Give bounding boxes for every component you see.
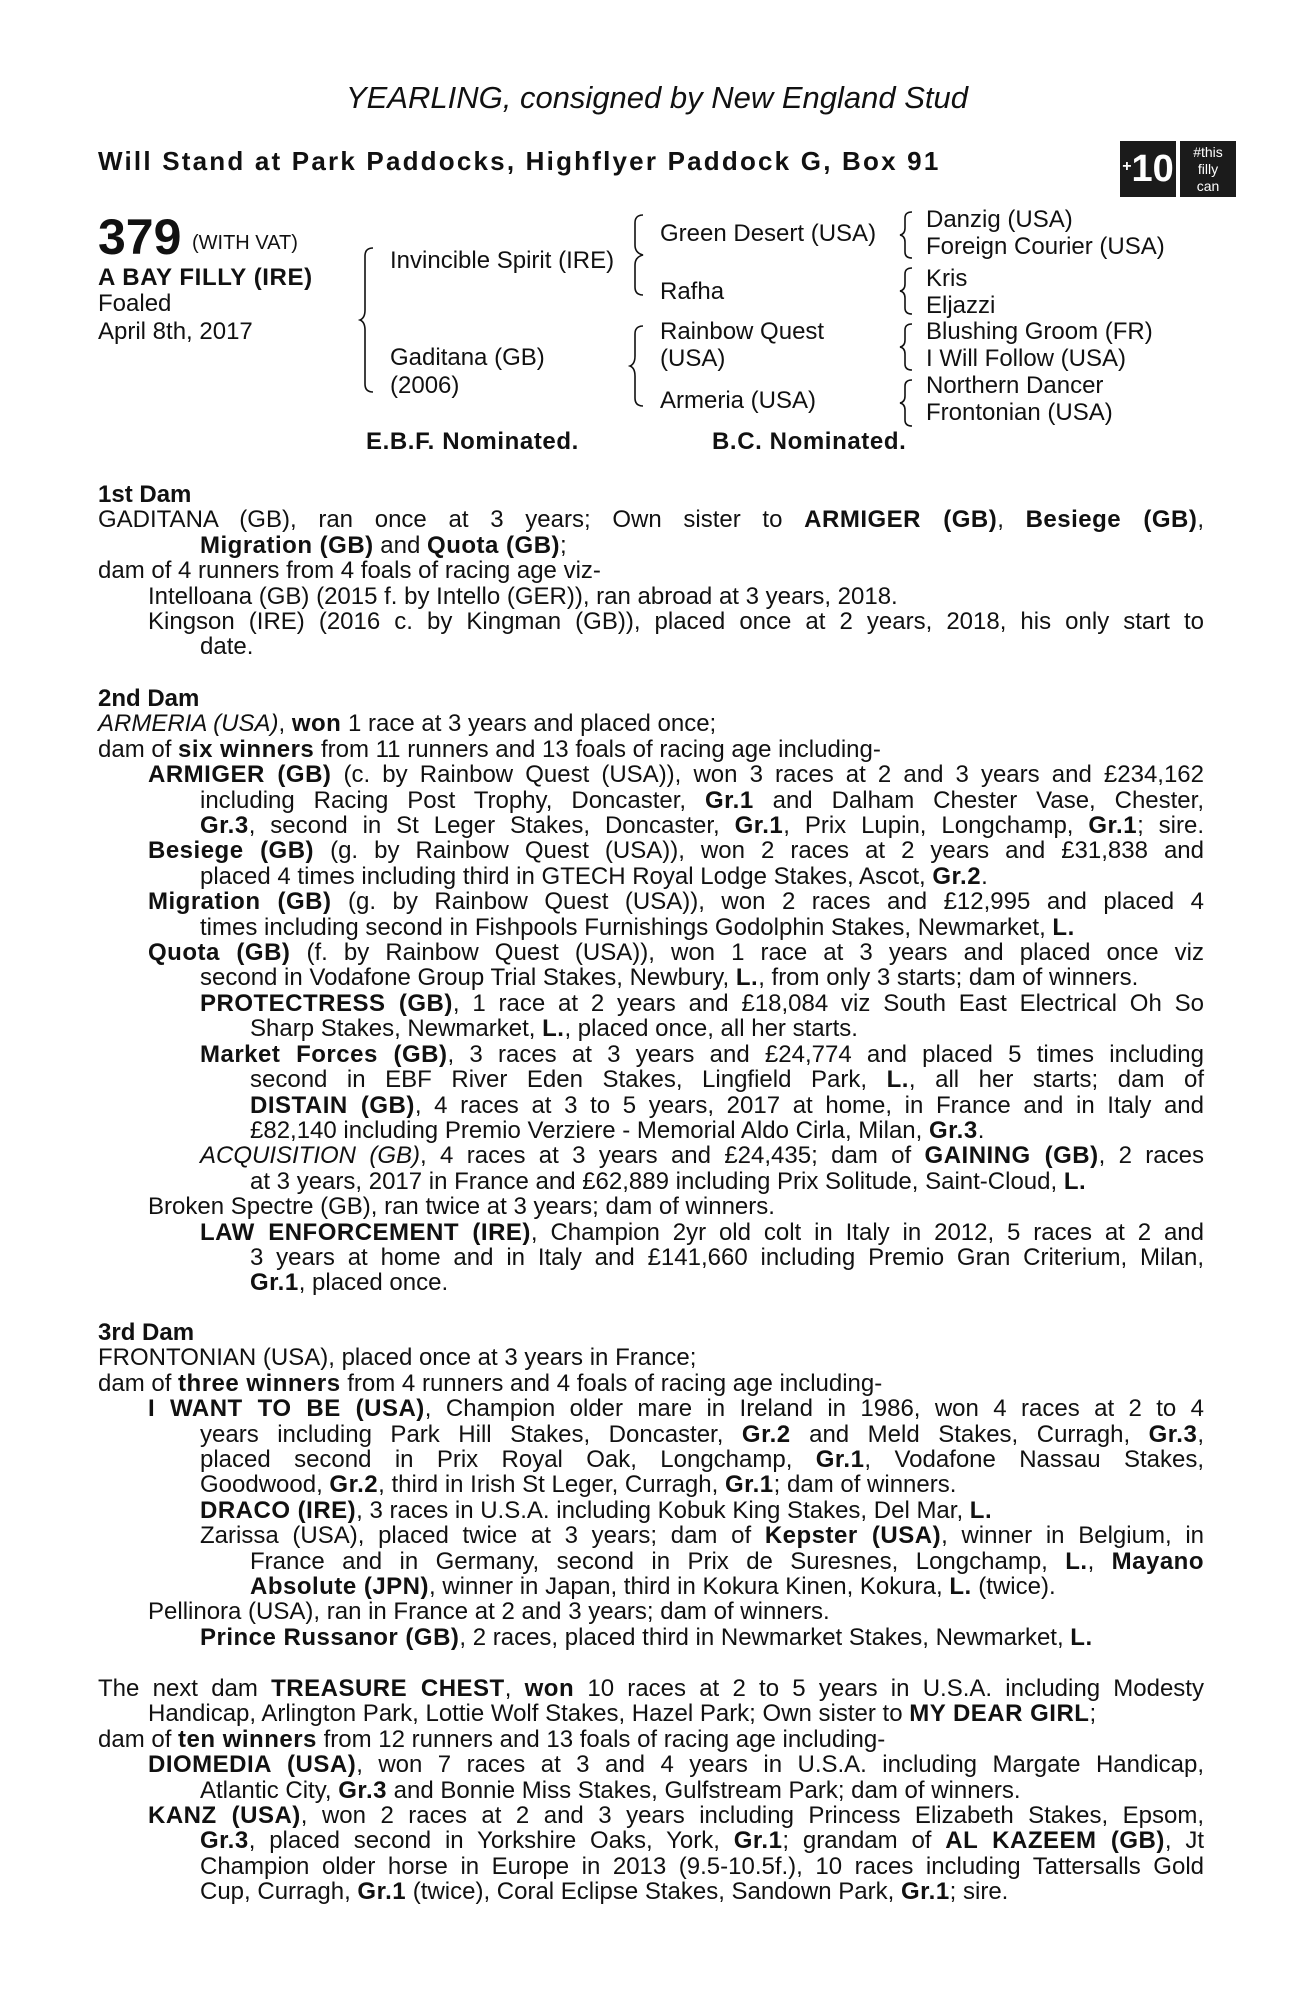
ebf-nominated: E.B.F. Nominated.: [366, 428, 579, 455]
pedigree-sire: Invincible Spirit (IRE): [390, 247, 615, 274]
produce-entry: I WANT TO BE (USA), Champion older mare in Ireland in 1986, won 4 races at 2 to 4: [148, 1395, 1204, 1423]
produce-entry-cont: including Racing Post Trophy, Doncaster, Gr.1 and Dalham Chester Vase, Chester,: [200, 786, 1204, 814]
produce-entry: Prince Russanor (GB), 2 races, placed third in Newmarket Stakes, Newmarket, L.: [200, 1623, 1093, 1651]
second-dam-heading: 2nd Dam: [98, 685, 200, 712]
logo-can: can: [1196, 178, 1220, 194]
produce-entry: Pellinora (USA), ran in France at 2 and 3 years; dam of winners.: [148, 1598, 830, 1626]
second-dam-line: dam of six winners from 11 runners and 13 foals of racing age including-: [98, 735, 881, 763]
produce-entry: DRACO (IRE), 3 races in U.S.A. including Kobuk King Stakes, Del Mar, L.: [200, 1496, 993, 1524]
first-dam-line: GADITANA (GB), ran once at 3 years; Own sister to ARMIGER (GB), Besiege (GB),: [98, 506, 1205, 534]
produce-entry: Market Forces (GB), 3 races at 3 years and £24,774 and placed 5 times including: [200, 1040, 1204, 1068]
produce-entry-cont: date.: [200, 633, 254, 661]
produce-entry: PROTECTRESS (GB), 1 race at 2 years and £18,084 viz South East Electrical Oh So: [200, 989, 1204, 1017]
foaled-label: Foaled: [98, 290, 172, 317]
pedigree-dam-year: (2006): [390, 372, 460, 399]
produce-entry-cont: placed second in Prix Royal Oak, Longchamp, Gr.1, Vodafone Nassau Stakes,: [200, 1446, 1204, 1474]
third-dam-line: FRONTONIAN (USA), placed once at 3 years in France;: [98, 1344, 697, 1372]
produce-entry: LAW ENFORCEMENT (IRE), Champion 2yr old colt in Italy in 2012, 5 races at 2 and: [200, 1218, 1204, 1246]
pedigree-gen3-5: Blushing Groom (FR): [926, 318, 1153, 345]
pedigree-gen3-7: Northern Dancer: [926, 372, 1104, 399]
produce-entry: Migration (GB) (g. by Rainbow Quest (USA)), won 2 races and £12,995 and placed 4: [148, 888, 1205, 916]
pedigree-sire-sire: Green Desert (USA): [660, 220, 877, 247]
pedigree-dam-sire-1: Rainbow Quest: [660, 318, 825, 345]
first-dam-line: Migration (GB) and Quota (GB);: [200, 531, 567, 559]
produce-entry: ARMIGER (GB) (c. by Rainbow Quest (USA)), won 3 races at 2 and 3 years and £234,162: [148, 761, 1204, 789]
pedigree-gen3-8: Frontonian (USA): [926, 399, 1113, 426]
pedigree-bracket-dd: [900, 380, 916, 426]
produce-entry-cont: Cup, Curragh, Gr.1 (twice), Coral Eclipse Stakes, Sandown Park, Gr.1; sire.: [200, 1878, 1009, 1906]
produce-entry-cont: years including Park Hill Stakes, Doncaster, Gr.2 and Meld Stakes, Curragh, Gr.3,: [200, 1420, 1204, 1448]
produce-entry-cont: Goodwood, Gr.2, third in Irish St Leger, Curragh, Gr.1; dam of winners.: [200, 1471, 957, 1499]
next-dam-section: [98, 1676, 1204, 1905]
next-dam-line: Handicap, Arlington Park, Lottie Wolf Stakes, Hazel Park; Own sister to MY DEAR GIRL;: [148, 1700, 1097, 1728]
produce-entry-cont: Gr.1, placed once.: [250, 1269, 449, 1297]
produce-entry-cont: second in Vodafone Group Trial Stakes, Newbury, L., from only 3 starts; dam of winners.: [200, 964, 1139, 992]
pedigree-bracket-ss: [900, 212, 916, 258]
produce-entry: Intelloana (GB) (2015 f. by Intello (GER)), ran abroad at 3 years, 2018.: [148, 582, 898, 610]
logo-hashtag: #this: [1193, 144, 1223, 160]
lot-number: 379: [98, 209, 182, 265]
pedigree-gen3-6: I Will Follow (USA): [926, 345, 1127, 372]
pedigree-gen3-3: Kris: [926, 265, 968, 292]
produce-entry-cont: Sharp Stakes, Newmarket, L., placed once, all her starts.: [250, 1015, 858, 1043]
pedigree-gen3-1: Danzig (USA): [926, 206, 1073, 233]
this-filly-can-logo: [1180, 141, 1236, 197]
pedigree-bracket-dam: [630, 326, 650, 406]
produce-entry: DISTAIN (GB), 4 races at 3 to 5 years, 2017 at home, in France and in Italy and: [250, 1091, 1204, 1119]
pedigree-dam-dam: Armeria (USA): [660, 387, 817, 414]
produce-entry-cont: Gr.3, second in St Leger Stakes, Doncaster, Gr.1, Prix Lupin, Longchamp, Gr.1; sire.: [200, 812, 1204, 840]
pedigree-gen3-4: Eljazzi: [926, 292, 996, 319]
first-dam-heading: 1st Dam: [98, 481, 192, 508]
produce-entry: Kingson (IRE) (2016 c. by Kingman (GB)), placed once at 2 years, 2018, his only start to: [148, 608, 1204, 636]
produce-entry-cont: at 3 years, 2017 in France and £62,889 including Prix Solitude, Saint-Cloud, L.: [250, 1167, 1087, 1195]
produce-entry-cont: France and in Germany, second in Prix de Suresnes, Longchamp, L., Mayano: [250, 1547, 1204, 1575]
produce-entry-cont: 3 years at home and in Italy and £141,660 including Premio Gran Criterium, Milan,: [250, 1243, 1204, 1271]
third-dam-section: [98, 1320, 1204, 1650]
produce-entry-cont: Atlantic City, Gr.3 and Bonnie Miss Stakes, Gulfstream Park; dam of winners.: [200, 1776, 1021, 1804]
ten-label: 10: [1131, 148, 1174, 190]
pedigree-bracket-ds: [900, 324, 916, 370]
lot-vat: (WITH VAT): [192, 232, 298, 254]
produce-entry: DIOMEDIA (USA), won 7 races at 3 and 4 years in U.S.A. including Margate Handicap,: [148, 1751, 1205, 1779]
produce-entry-cont: times including second in Fishpools Furnishings Godolphin Stakes, Newmarket, L.: [200, 913, 1075, 941]
produce-entry-cont: Champion older horse in Europe in 2013 (9.5-10.5f.), 10 races including Tattersalls Gold: [200, 1852, 1204, 1880]
produce-entry-cont: second in EBF River Eden Stakes, Lingfield Park, L., all her starts; dam of: [250, 1066, 1204, 1094]
first-dam-section: [98, 482, 1204, 660]
produce-entry-cont: Gr.3, placed second in Yorkshire Oaks, York, Gr.1; grandam of AL KAZEEM (GB), Jt: [200, 1827, 1204, 1855]
consignor-line: YEARLING, consigned by New England Stud: [345, 80, 969, 115]
pedigree-bracket-sd: [900, 268, 916, 314]
logo-filly: filly: [1197, 161, 1219, 177]
produce-entry-cont: £82,140 including Premio Verziere - Memorial Aldo Cirla, Milan, Gr.3.: [250, 1116, 985, 1144]
third-dam-line: dam of three winners from 4 runners and 4 foals of racing age including-: [98, 1369, 883, 1397]
stand-location: Will Stand at Park Paddocks, Highflyer Paddock G, Box 91: [98, 146, 941, 176]
lot-name: A BAY FILLY (IRE): [98, 264, 313, 291]
pedigree-bracket-gen1: [360, 248, 380, 398]
second-dam-line: ARMERIA (USA), won 1 race at 3 years and placed once;: [98, 710, 717, 738]
produce-entry-cont: placed 4 times including third in GTECH Royal Lodge Stakes, Ascot, Gr.2.: [200, 862, 988, 890]
plus-sign: +: [1122, 158, 1132, 175]
next-dam-line: dam of ten winners from 12 runners and 13 foals of racing age including-: [98, 1725, 886, 1753]
pedigree-dam-name: Gaditana (GB): [390, 344, 545, 371]
foaled-date: April 8th, 2017: [98, 318, 253, 345]
produce-entry: Quota (GB) (f. by Rainbow Quest (USA)), won 1 race at 3 years and placed once viz: [148, 939, 1205, 967]
produce-entry: Broken Spectre (GB), ran twice at 3 years; dam of winners.: [148, 1193, 775, 1221]
second-dam-section: [98, 686, 1204, 1296]
first-dam-line: dam of 4 runners from 4 foals of racing age viz-: [98, 557, 601, 585]
third-dam-heading: 3rd Dam: [98, 1319, 195, 1346]
pedigree-sire-dam: Rafha: [660, 278, 725, 305]
pedigree-dam-sire-2: (USA): [660, 345, 726, 372]
produce-entry: ACQUISITION (GB), 4 races at 3 years and £24,435; dam of GAINING (GB), 2 races: [200, 1142, 1204, 1170]
plus10-logo: [1120, 141, 1176, 197]
pedigree-gen3-2: Foreign Courier (USA): [926, 233, 1165, 260]
pedigree-bracket-sire: [630, 215, 650, 295]
produce-entry: KANZ (USA), won 2 races at 2 and 3 years including Princess Elizabeth Stakes, Epsom,: [148, 1802, 1205, 1830]
bc-nominated: B.C. Nominated.: [712, 428, 907, 455]
produce-entry: Zarissa (USA), placed twice at 3 years; dam of Kepster (USA), winner in Belgium, in: [200, 1522, 1204, 1550]
produce-entry: Besiege (GB) (g. by Rainbow Quest (USA)), won 2 races at 2 years and £31,838 and: [148, 837, 1205, 865]
produce-entry-cont: Absolute (JPN), winner in Japan, third in Kokura Kinen, Kokura, L. (twice).: [250, 1573, 1056, 1601]
next-dam-line: The next dam TREASURE CHEST, won 10 races at 2 to 5 years in U.S.A. including Modesty: [98, 1675, 1204, 1702]
